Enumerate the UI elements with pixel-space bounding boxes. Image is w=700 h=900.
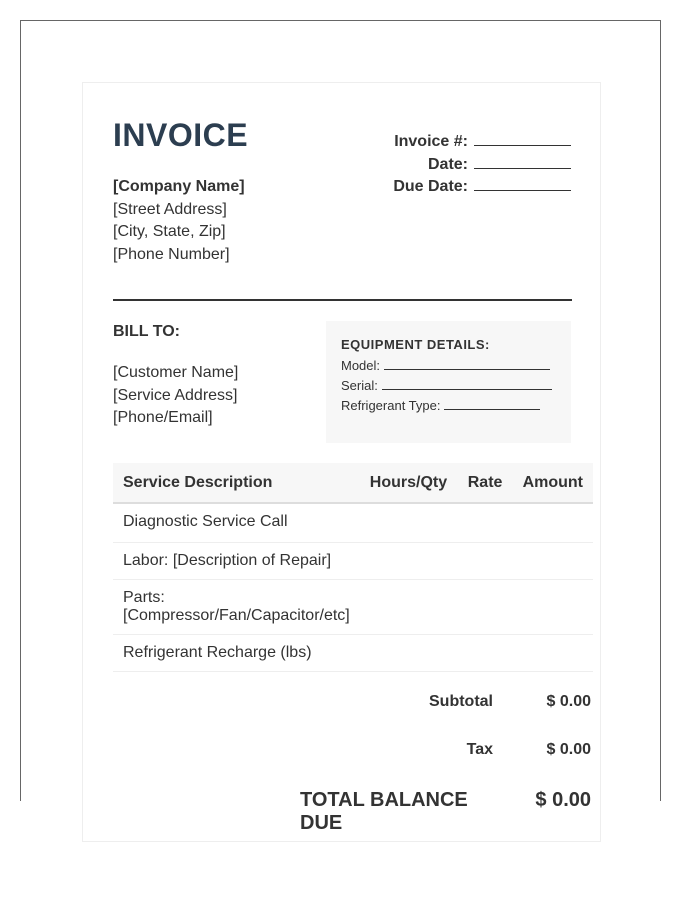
row-amount[interactable] (512, 503, 593, 543)
tax-value: $ 0.00 (546, 741, 591, 758)
header-rate: Rate (457, 463, 512, 503)
invoice-number-row (393, 131, 571, 154)
invoice-date-label: Date: (427, 155, 468, 173)
company-street: [Street Address] (113, 200, 227, 218)
company-name: [Company Name] (113, 178, 245, 195)
company-city: [City, State, Zip] (113, 223, 226, 240)
table-row (113, 580, 593, 635)
subtotal-row (300, 693, 600, 741)
bill-to-block (113, 362, 238, 430)
row-hours-qty[interactable] (360, 635, 457, 672)
company-block (113, 176, 245, 266)
serial-field (341, 376, 556, 396)
due-date-blank[interactable] (474, 176, 571, 191)
invoice-date-row (393, 154, 571, 177)
company-phone: [Phone Number] (113, 245, 230, 263)
row-rate[interactable] (457, 503, 512, 543)
tax-label: Tax (466, 741, 493, 758)
table-row (113, 543, 593, 580)
subtotal-value: $ 0.00 (546, 693, 591, 710)
due-date-label: Due Date: (393, 178, 468, 195)
header-divider (113, 299, 572, 301)
invoice-page (82, 82, 601, 842)
total-value: $ 0.00 (535, 789, 591, 811)
row-description: Parts: [Compressor/Fan/Capacitor/etc] (113, 580, 360, 635)
equipment-heading: EQUIPMENT DETAILS: (341, 337, 490, 352)
invoice-meta (393, 131, 571, 199)
customer-contact: [Phone/Email] (113, 409, 213, 426)
model-label: Model: (341, 358, 381, 373)
document-frame (20, 20, 661, 834)
customer-name: [Customer Name] (113, 364, 239, 381)
total-row (300, 789, 600, 837)
equipment-details-box (326, 321, 571, 443)
serial-blank[interactable] (382, 378, 552, 390)
invoice-number-label: Invoice #: (394, 133, 468, 150)
row-amount[interactable] (512, 635, 593, 672)
subtotal-label: Subtotal (429, 693, 493, 710)
invoice-date-blank[interactable] (474, 154, 571, 169)
row-rate[interactable] (457, 543, 512, 580)
invoice-title: INVOICE (113, 117, 249, 153)
row-amount[interactable] (512, 580, 593, 635)
model-field (341, 356, 556, 376)
table-header-row (113, 463, 593, 503)
bill-to-label: BILL TO: (113, 323, 180, 340)
refrigerant-field (341, 396, 556, 416)
refrigerant-label: Refrigerant Type: (341, 398, 441, 413)
tax-row (300, 741, 600, 789)
header-amount: Amount (512, 463, 593, 503)
service-address: [Service Address] (113, 386, 238, 404)
row-hours-qty[interactable] (360, 503, 457, 543)
row-rate[interactable] (457, 580, 512, 635)
total-label: TOTAL BALANCE DUE (300, 789, 468, 834)
due-date-row (393, 176, 571, 199)
serial-label: Serial: (341, 378, 378, 393)
table-row (113, 635, 593, 672)
invoice-number-blank[interactable] (474, 131, 571, 146)
row-description: Refrigerant Recharge (lbs) (113, 635, 360, 672)
table-row (113, 503, 593, 543)
header-hours-qty: Hours/Qty (360, 463, 457, 503)
row-description: Diagnostic Service Call (113, 503, 360, 543)
totals-block (300, 693, 600, 837)
header-service-description: Service Description (113, 463, 360, 503)
service-items-table (113, 463, 593, 672)
row-description: Labor: [Description of Repair] (113, 543, 360, 580)
row-hours-qty[interactable] (360, 580, 457, 635)
model-blank[interactable] (384, 358, 550, 370)
row-amount[interactable] (512, 543, 593, 580)
refrigerant-blank[interactable] (444, 398, 540, 410)
row-hours-qty[interactable] (360, 543, 457, 580)
row-rate[interactable] (457, 635, 512, 672)
